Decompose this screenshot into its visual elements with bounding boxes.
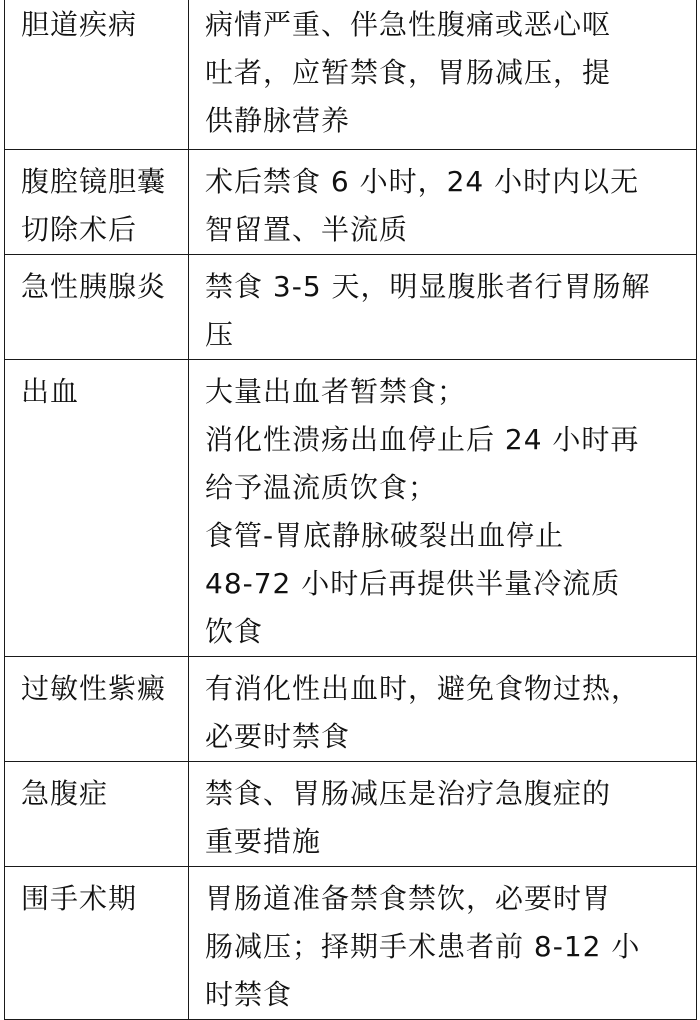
measure-line: 给予温流质饮食； — [205, 471, 438, 504]
measure-line: 禁食、胃肠减压是治疗急腹症的 — [205, 777, 612, 810]
disease-name: 出血 — [21, 375, 80, 408]
measure-line: 大量出血者暂禁食； — [205, 375, 467, 408]
table-row — [5, 657, 697, 762]
measure-line: 智留置、半流质 — [205, 213, 409, 246]
disease-name: 腹腔镜胆囊 — [21, 165, 167, 198]
disease-cell — [5, 762, 189, 867]
measure-line: 压 — [205, 318, 235, 351]
measure-cell — [189, 255, 697, 360]
table-row — [5, 762, 697, 867]
measure-line: 重要措施 — [205, 825, 322, 858]
disease-cell — [5, 867, 189, 1020]
table-row — [5, 0, 697, 150]
disease-name: 过敏性紫癜 — [21, 672, 167, 705]
measure-line: 饮食 — [205, 615, 264, 648]
table-row — [5, 255, 697, 360]
table-row — [5, 867, 697, 1020]
disease-cell — [5, 255, 189, 360]
measure-line: 食管-胃底静脉破裂出血停止 — [205, 519, 565, 552]
diet-guidance-table — [4, 0, 697, 1020]
measure-line: 必要时禁食 — [205, 720, 351, 753]
measure-line: 禁食 3-5 天，明显腹胀者行胃肠解 — [205, 270, 651, 303]
measure-line: 病情严重、伴急性腹痛或恶心呕 — [205, 8, 612, 41]
measure-cell — [189, 867, 697, 1020]
disease-name: 急性胰腺炎 — [21, 270, 167, 303]
measure-line: 时禁食 — [205, 978, 293, 1011]
measure-line: 术后禁食 6 小时，24 小时内以无 — [205, 165, 640, 198]
measure-cell — [189, 360, 697, 657]
disease-name: 胆道疾病 — [21, 8, 138, 41]
measure-cell — [189, 0, 697, 150]
measure-cell — [189, 657, 697, 762]
measure-line: 48-72 小时后再提供半量冷流质 — [205, 567, 621, 600]
disease-cell — [5, 0, 189, 150]
disease-cell — [5, 657, 189, 762]
measure-line: 供静脉营养 — [205, 104, 351, 137]
measure-line: 吐者，应暂禁食，胃肠减压，提 — [205, 56, 612, 89]
measure-cell — [189, 150, 697, 255]
disease-name: 急腹症 — [21, 777, 109, 810]
table-row — [5, 360, 697, 657]
measure-line: 消化性溃疡出血停止后 24 小时再 — [205, 423, 640, 456]
table-row — [5, 150, 697, 255]
disease-name: 围手术期 — [21, 882, 138, 915]
disease-cell — [5, 150, 189, 255]
disease-name: 切除术后 — [21, 213, 138, 246]
measure-cell — [189, 762, 697, 867]
measure-line: 胃肠道准备禁食禁饮，必要时胃 — [205, 882, 612, 915]
measure-line: 肠减压；择期手术患者前 8-12 小 — [205, 930, 641, 963]
disease-cell — [5, 360, 189, 657]
measure-line: 有消化性出血时，避免食物过热， — [205, 672, 641, 705]
